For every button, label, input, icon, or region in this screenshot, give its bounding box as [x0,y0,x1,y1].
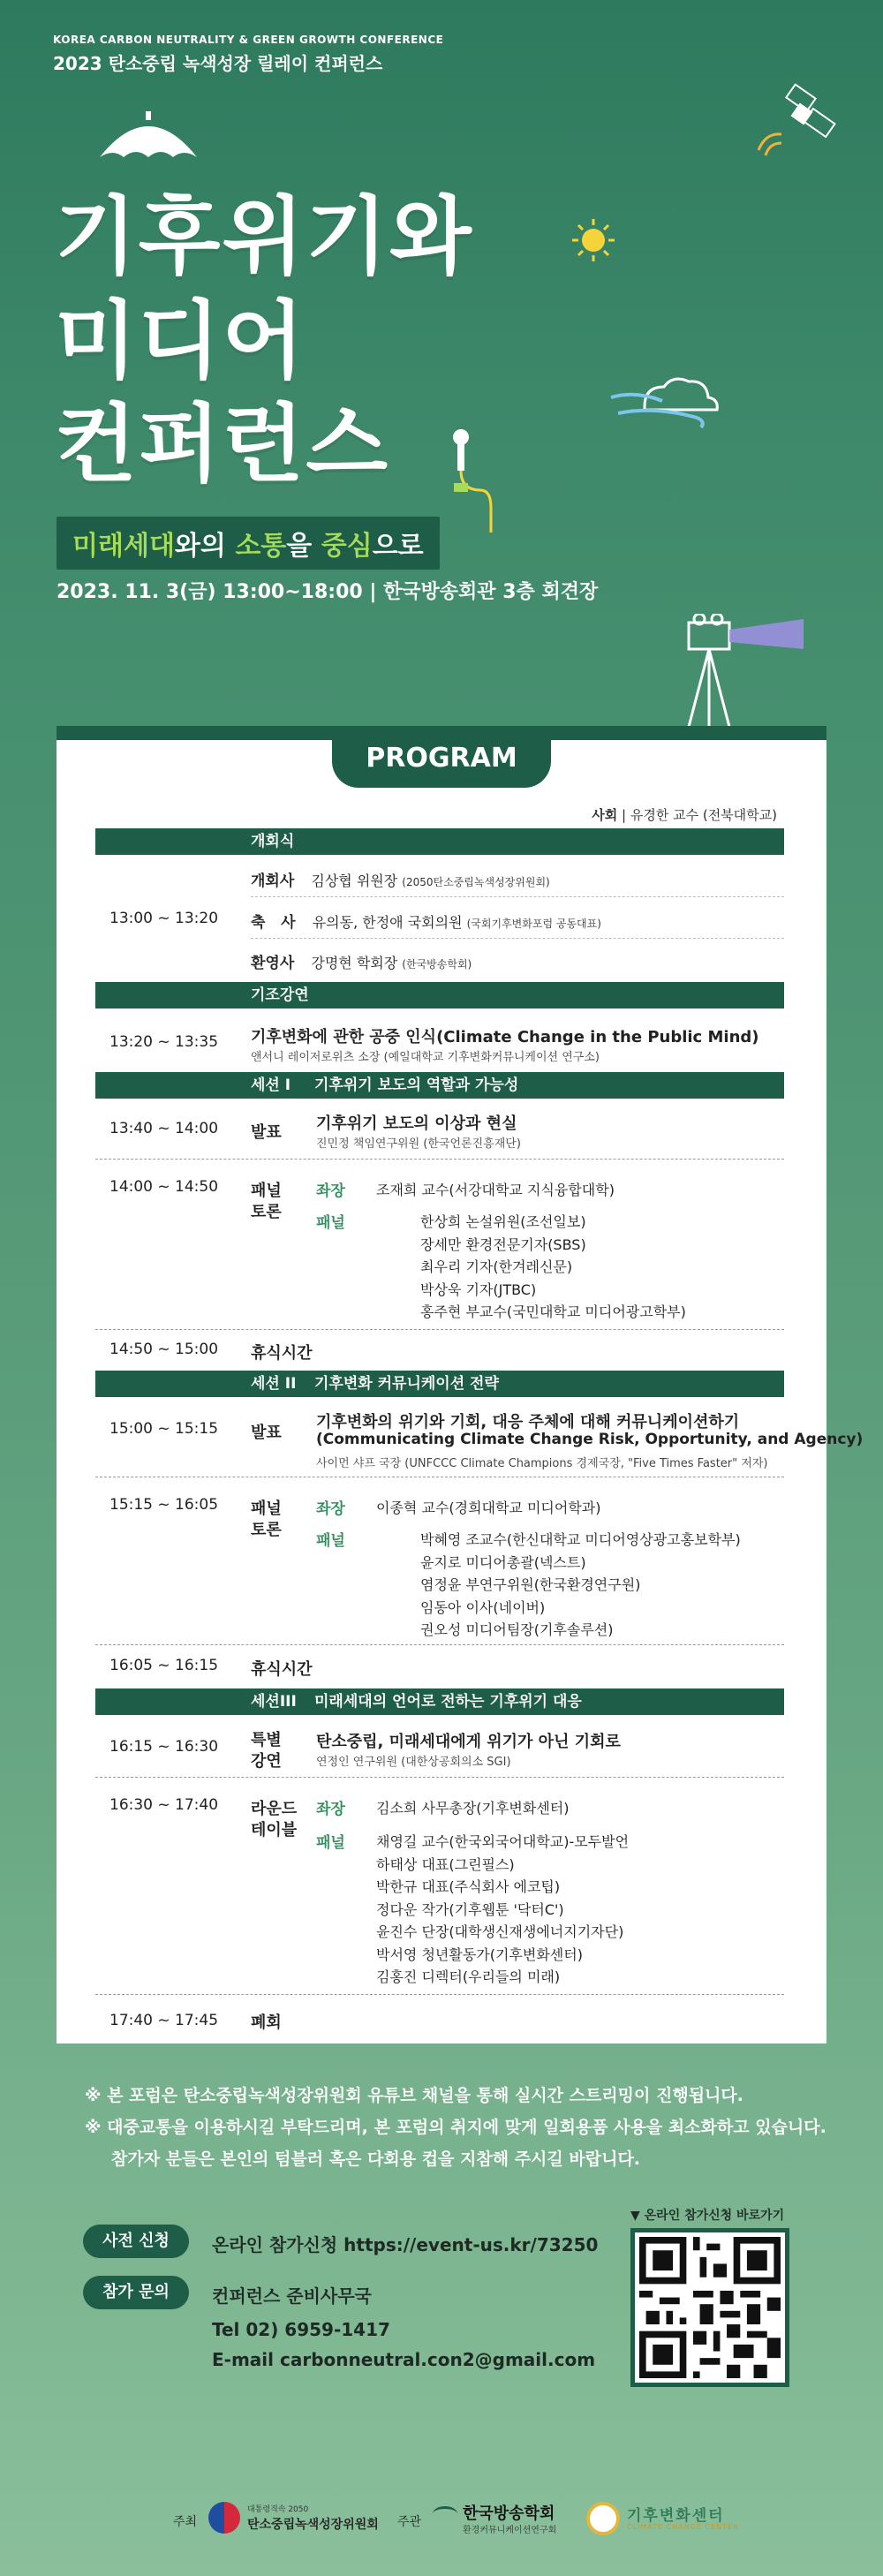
opening-row-2-label: 축 사 [251,914,296,932]
event-datetime: 2023. 11. 3(금) 13:00~18:00 | 한국방송회관 3층 회견장 [57,581,599,603]
session-2-talk-title: 기후변화의 위기와 기회, 대응 주체에 대해 커뮤니케이션하기 [316,1413,740,1432]
subtitle-banner [57,517,440,570]
note-tumbler: 참가자 분들은 본인의 텀블러 혹은 다회용 컵을 지참해 주시길 바랍니다. [111,2149,641,2169]
section-session-1 [95,1072,784,1099]
program-tab: PROGRAM [332,733,551,788]
divider [251,896,784,897]
divider [95,1644,784,1645]
session-2-panel-role: 패널 [316,1532,345,1550]
panelist: 박한규 대표(주식회사 에코팁) [376,1878,561,1895]
organizer-logo [433,2506,457,2521]
session-1-talk-label: 발표 [251,1123,282,1142]
session-2-label: 세션 II [251,1375,297,1393]
moderator-label: 사회 [592,807,618,823]
partner-sub: CLIMATE CHANGE CENTER [627,2523,739,2531]
section-keynote [95,982,784,1008]
panelist: 박혜영 조교수(한신대학교 미디어영상광고홍보학부) [420,1531,741,1548]
title-line-1: 기후위기와 [55,187,473,286]
session-2-panelists [420,1529,741,1642]
section-opening-title: 개회식 [251,833,295,850]
session-3-chair-role: 좌장 [316,1801,345,1818]
panelist: 정다운 작가(기후웹툰 '닥터C') [376,1900,564,1918]
section-opening [95,828,784,855]
session-1-talk-time: 13:40 ~ 14:00 [109,1120,219,1137]
session-1-title: 기후위기 보도의 역할과 가능성 [314,1076,519,1094]
subtitle-text-2: 을 [286,531,321,562]
session-3-panelists [376,1831,629,1989]
session-2-chair-role: 좌장 [316,1500,345,1518]
moderator-name: | 유경한 교수 (전북대학교) [622,807,777,823]
inquiry-organization: 컨퍼런스 준비사무국 [212,2285,372,2307]
session-2-talk-speaker: 사이먼 샤프 국장 (UNFCCC Climate Champions 경제국장, "Five Times Faster" 저자) [316,1457,768,1470]
subtitle-highlight-1: 미래세대 [72,531,175,562]
host-small-name: 대통령직속 2050 [247,2505,309,2514]
session-3-panel-label-1: 라운드 [251,1800,298,1818]
panelist: 한상희 논설위원(조선일보) [420,1213,586,1230]
session-2-panel-label-2: 토론 [251,1521,282,1539]
panelist: 임동아 이사(네이버) [420,1598,546,1616]
session-3-talk-speaker: 연정인 연구위원 (대한상공회의소 SGI) [316,1756,511,1769]
subtitle-text-3: 으로 [372,531,424,562]
subtitle-highlight-2: 소통 [235,531,287,562]
session-3-panel-label-2: 테이블 [251,1821,298,1839]
section-session-3 [95,1688,784,1715]
panelist: 윤진수 단장(대학생신재생에너지기자단) [376,1923,624,1940]
session-3-panel-time: 16:30 ~ 17:40 [109,1796,219,1814]
partner-logo [586,2502,620,2535]
panelist: 채영길 교수(한국외국어대학교)-모두발언 [376,1833,630,1850]
divider [95,1994,784,1995]
panelist: 장세만 환경전문기자(SBS) [420,1235,586,1253]
break-1-time: 14:50 ~ 15:00 [109,1341,219,1358]
moderator [592,805,777,824]
opening-row-1 [251,868,550,890]
divider [251,938,784,939]
session-2-chair: 이종혁 교수(경희대학교 미디어학과) [376,1500,601,1516]
session-3-panel-role: 패널 [316,1834,345,1852]
inquiry-email[interactable]: E-mail carbonneutral.con2@gmail.com [212,2349,596,2370]
section-keynote-title: 기조강연 [251,986,309,1004]
keynote-speaker: 앤서니 레이저로위츠 소장 (예일대학교 기후변화커뮤니케이션 연구소) [251,1051,600,1064]
panelist: 하태상 대표(그린필스) [376,1855,515,1873]
inquiry-label: 참가 문의 [83,2276,189,2309]
session-1-panel-time: 14:00 ~ 14:50 [109,1178,219,1196]
divider [95,1777,784,1778]
qr-caption: ▼ 온라인 참가신청 바로가기 [630,2209,785,2223]
panelist: 권오성 미디어팀장(기후솔루션) [420,1621,614,1638]
closing-label: 폐회 [251,2013,282,2032]
partner-name: 기후변화센터 [627,2507,725,2525]
qr-code[interactable] [630,2228,789,2387]
panelist: 염정윤 부연구위원(한국환경연구원) [420,1576,641,1593]
session-3-label: 세션III [251,1693,297,1711]
session-1-panel-label-1: 패널 [251,1182,282,1200]
session-1-talk-speaker: 진민정 책임연구위원 (한국언론진흥재단) [316,1137,521,1151]
wind-cloud-icon [609,371,724,433]
camera-tripod-icon [671,614,812,729]
opening-row-1-label: 개회사 [251,873,295,890]
session-2-panel-label-1: 패널 [251,1500,282,1518]
subtitle-highlight-3: 중심 [321,531,373,562]
panelist: 김홍진 디렉터(우리들의 미래) [376,1968,561,1985]
conference-english-name: KOREA CARBON NEUTRALITY & GREEN GROWTH CONFERENCE [53,34,444,46]
host-label: 주최 [173,2515,198,2529]
opening-time: 13:00 ~ 13:20 [109,910,219,927]
session-1-chair-role: 좌장 [316,1182,345,1200]
inquiry-phone: Tel 02) 6959-1417 [212,2319,390,2340]
section-session-2 [95,1371,784,1397]
session-3-talk-label-1: 특별 [251,1731,282,1749]
divider [95,1329,784,1330]
session-2-title: 기후변화 커뮤니케이션 전략 [314,1375,499,1393]
opening-row-3-org: (한국방송학회) [402,958,472,971]
divider [95,1159,784,1160]
session-2-talk-title-en: (Communicating Climate Change Risk, Opportunity, and Agency) [316,1431,864,1448]
session-1-chair: 조재희 교수(서강대학교 지식융합대학) [376,1182,615,1198]
session-1-label: 세션 I [251,1076,291,1094]
session-3-talk-label-2: 강연 [251,1752,282,1771]
note-streaming: ※ 본 포럼은 탄소중립녹색성장위원회 유튜브 채널을 통해 실시간 스트리밍이 진행됩니다. [85,2086,743,2105]
title-line-2: 미디어 [55,291,306,390]
session-2-panel-time: 15:15 ~ 16:05 [109,1496,219,1514]
register-link[interactable]: 온라인 참가신청 https://event-us.kr/73250 [212,2234,599,2255]
register-label: 사전 신청 [83,2225,189,2258]
session-3-talk-title: 탄소중립, 미래세대에게 위기가 아닌 기회로 [316,1733,621,1751]
government-emblem-logo [208,2502,240,2534]
break-2-time: 16:05 ~ 16:15 [109,1657,219,1674]
panelist: 홍주현 부교수(국민대학교 미디어광고학부) [420,1303,686,1320]
opening-row-3-name: 강명현 학회장 [311,955,398,971]
qr-code-icon [639,2237,781,2378]
session-2-talk-time: 15:00 ~ 15:15 [109,1420,219,1438]
microphone-icon [442,428,494,534]
closing-time: 17:40 ~ 17:45 [109,2012,219,2029]
note-transport: ※ 대중교통을 이용하시길 부탁드리며, 본 포럼의 취지에 맞게 일회용품 사용을 최소화하고 있습니다. [85,2118,826,2137]
host-name: 탄소중립녹색성장위원회 [247,2518,379,2532]
session-1-panel-label-2: 토론 [251,1203,282,1221]
satellite-icon [755,81,843,170]
sun-icon [570,217,616,263]
panelist: 윤지로 미디어총괄(넥스트) [420,1553,586,1571]
organizer-name: 한국방송학회 [463,2504,555,2523]
opening-row-3 [251,950,472,972]
opening-row-1-org: (2050탄소중립녹색성장위원회) [402,876,550,888]
organizer-sub: 환경커뮤니케이션연구회 [463,2526,557,2535]
session-3-title: 미래세대의 언어로 전하는 기후위기 대응 [314,1693,582,1711]
session-1-panelists [420,1211,686,1324]
opening-row-1-name: 김상협 위원장 [311,873,398,889]
panelist: 최우리 기자(한겨레신문) [420,1258,573,1275]
conference-korean-name: 2023 탄소중립 녹색성장 릴레이 컨퍼런스 [53,53,383,74]
panelist: 박상욱 기자(JTBC) [420,1280,537,1298]
opening-row-2-org: (국회기후변화포럼 공동대표) [466,918,601,930]
session-2-talk-label: 발표 [251,1424,282,1442]
session-1-talk-title: 기후위기 보도의 이상과 현실 [316,1114,517,1133]
opening-row-3-label: 환영사 [251,955,295,972]
keynote-time: 13:20 ~ 13:35 [109,1033,219,1051]
keynote-title: 기후변화에 관한 공중 인식(Climate Change in the Public Mind) [251,1028,759,1046]
break-2-label: 휴식시간 [251,1660,313,1679]
opening-row-2-name: 유의동, 한정애 국회의원 [312,914,463,931]
panelist: 박서영 청년활동가(기후변화센터) [376,1945,583,1963]
session-3-talk-time: 16:15 ~ 16:30 [109,1738,219,1756]
session-1-panel-role: 패널 [316,1214,345,1232]
break-1-label: 휴식시간 [251,1344,313,1363]
session-3-chair: 김소희 사무총장(기후변화센터) [376,1800,570,1817]
subtitle-text-1: 와의 [174,531,236,562]
opening-row-2 [251,910,601,932]
organizer-label: 주관 [397,2515,422,2529]
title-line-3: 컨퍼런스 [55,395,389,494]
